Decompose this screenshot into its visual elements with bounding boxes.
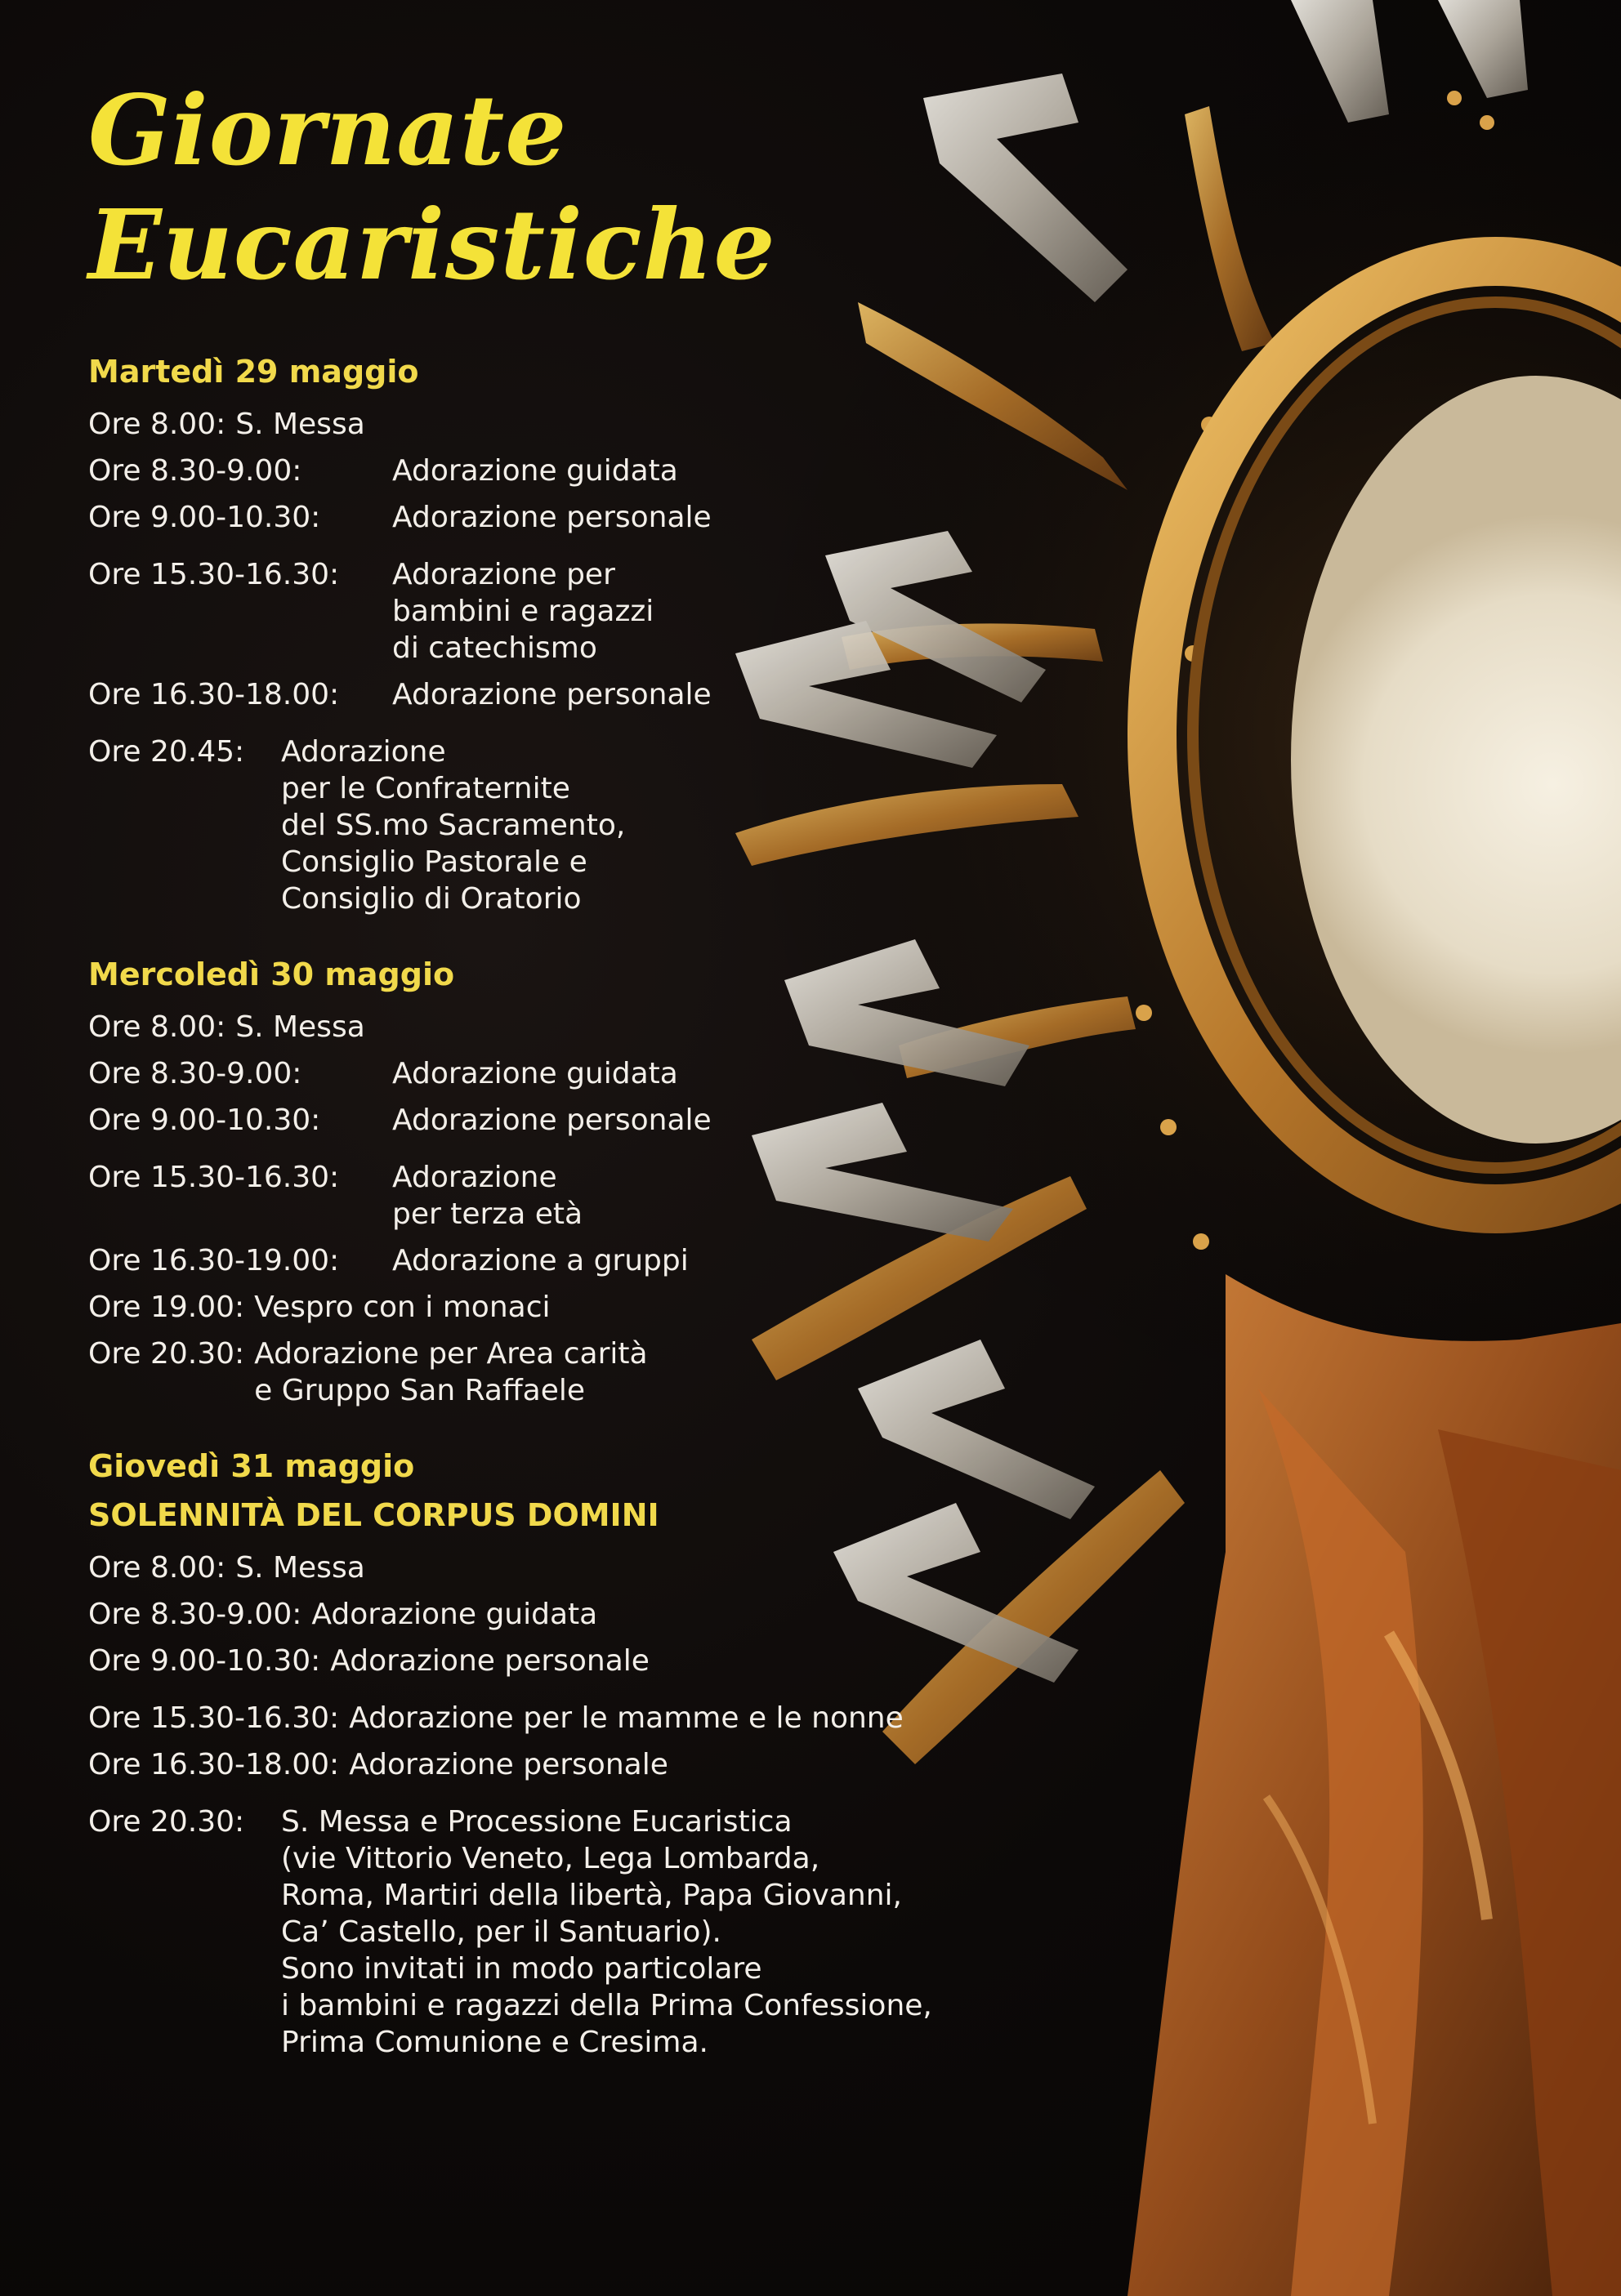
schedule-time: Ore 8.00:: [88, 1551, 226, 1585]
schedule-description: Adorazione per terza età: [392, 1161, 583, 1231]
schedule-row: [88, 1289, 1028, 1326]
schedule-time: Ore 8.30-9.00:: [88, 454, 302, 488]
title-line-1: Giornate: [88, 74, 568, 187]
schedule-description: Adorazione per bambini e ragazzi di catechismo: [392, 558, 654, 665]
schedule-time: Ore 20.45:: [88, 735, 245, 769]
schedule-description: Adorazione personale: [330, 1644, 650, 1678]
schedule-description: S. Messa: [235, 1010, 365, 1044]
schedule-description: S. Messa e Processione Eucaristica (vie Vittorio Veneto, Lega Lombarda, Roma, Martiri della libertà, Papa Giovanni, Ca’ Castello, per il Santuario). Sono invitati in modo particolare i bambini e ragazzi della Prima Confessione, Prima Comunione e Cresima.: [281, 1805, 932, 2059]
schedule-row: [88, 1643, 1028, 1679]
day-subheading-corpus-domini: SOLENNITÀ DEL CORPUS DOMINI: [88, 1497, 659, 1533]
schedule-description: Adorazione guidata: [392, 454, 678, 488]
schedule-description: Adorazione personale: [349, 1748, 668, 1781]
day-schedule-mercoledi: [88, 1009, 1028, 1409]
schedule-row: [88, 676, 1028, 713]
schedule-row: [88, 453, 1028, 489]
schedule-row: [88, 1803, 1028, 2061]
schedule-row: [88, 1746, 1028, 1783]
schedule-description: Adorazione guidata: [392, 1057, 678, 1090]
schedule-row: [88, 1055, 1028, 1092]
schedule-description: Adorazione per le Confraternite del SS.mo Sacramento, Consiglio Pastorale e Consiglio di Oratorio: [281, 735, 626, 916]
title-line-2: Eucaristiche: [88, 188, 776, 301]
schedule-row: [88, 499, 1028, 536]
schedule-description: S. Messa: [235, 408, 365, 441]
schedule-row: [88, 1102, 1028, 1139]
day-schedule-martedi: [88, 406, 1028, 917]
schedule-time: Ore 15.30-16.30:: [88, 558, 340, 591]
schedule-description: Adorazione personale: [392, 1103, 712, 1137]
schedule-row: [88, 1242, 1028, 1279]
schedule-time: Ore 20.30:: [88, 1805, 245, 1839]
schedule-row: [88, 733, 1028, 917]
schedule-time: Ore 9.00-10.30:: [88, 1103, 321, 1137]
schedule-text: [88, 74, 1028, 2071]
schedule-time: Ore 9.00-10.30:: [88, 1644, 321, 1678]
schedule-row: [88, 1596, 1028, 1633]
schedule-row: [88, 1009, 1028, 1045]
schedule-row: [88, 1159, 1028, 1233]
schedule-row: [88, 406, 1028, 443]
schedule-time: Ore 8.30-9.00:: [88, 1598, 302, 1631]
schedule-description: Adorazione guidata: [311, 1598, 598, 1631]
schedule-time: Ore 8.00:: [88, 1010, 226, 1044]
schedule-time: Ore 16.30-18.00:: [88, 1748, 340, 1781]
schedule-description: Adorazione a gruppi: [392, 1244, 689, 1277]
page-title: [88, 74, 1028, 302]
schedule-time: Ore 20.30:: [88, 1337, 245, 1371]
schedule-description: Vespro con i monaci: [254, 1291, 551, 1324]
schedule-time: Ore 8.00:: [88, 408, 226, 441]
schedule-row: [88, 1549, 1028, 1586]
schedule-description: Adorazione per Area carità e Gruppo San Raffaele: [254, 1337, 648, 1407]
schedule-time: Ore 15.30-16.30:: [88, 1701, 340, 1735]
day-heading-martedi: Martedì 29 maggio: [88, 354, 419, 390]
schedule-description: Adorazione personale: [392, 501, 712, 534]
schedule-row: [88, 1700, 1028, 1736]
schedule-time: Ore 19.00:: [88, 1291, 245, 1324]
schedule-row: [88, 556, 1028, 667]
day-heading-giovedi: Giovedì 31 maggio: [88, 1448, 415, 1484]
day-schedule-giovedi: [88, 1549, 1028, 2061]
schedule-time: Ore 15.30-16.30:: [88, 1161, 340, 1194]
schedule-row: [88, 1335, 1028, 1409]
schedule-description: Adorazione personale: [392, 678, 712, 711]
schedule-description: Adorazione per le mamme e le nonne: [349, 1701, 904, 1735]
schedule-description: S. Messa: [235, 1551, 365, 1585]
schedule-time: Ore 9.00-10.30:: [88, 501, 321, 534]
schedule-time: Ore 8.30-9.00:: [88, 1057, 302, 1090]
schedule-time: Ore 16.30-18.00:: [88, 678, 340, 711]
schedule-time: Ore 16.30-19.00:: [88, 1244, 340, 1277]
day-heading-mercoledi: Mercoledì 30 maggio: [88, 956, 455, 992]
